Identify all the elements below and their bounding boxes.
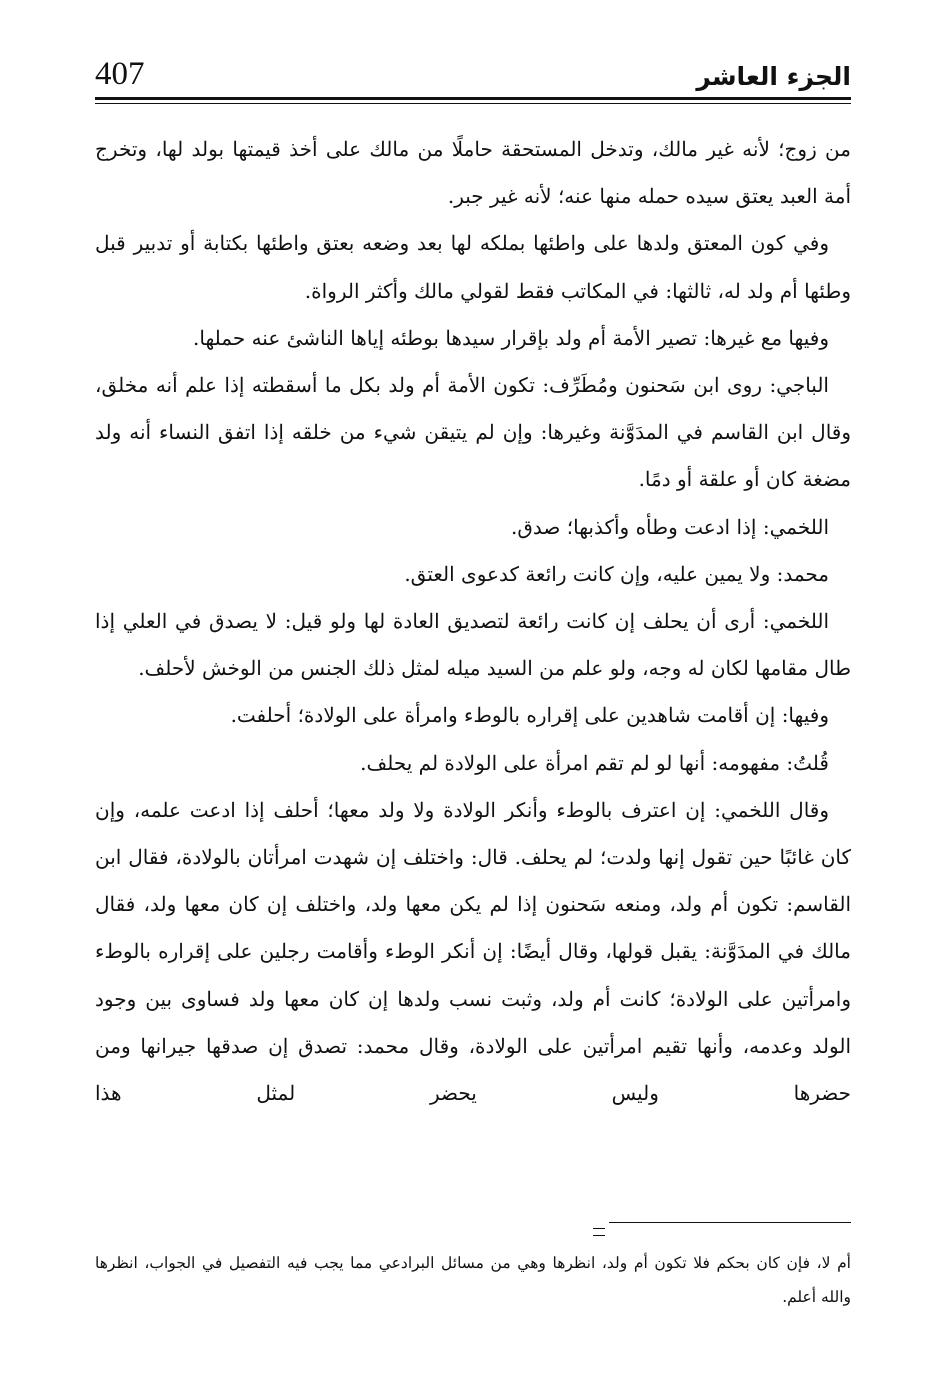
paragraph: محمد: ولا يمين عليه، وإن كانت رائعة كدعوى العتق. [404, 561, 829, 586]
paragraph: وفيها: إن أقامت شاهدين على إقراره بالوطء وامرأة على الولادة؛ أحلفت. [230, 703, 829, 728]
footnote-rule [609, 1222, 851, 1223]
footnote-separator [593, 1222, 851, 1238]
footnote [95, 1246, 851, 1314]
paragraph: وقال اللخمي: إن اعترف بالوطء وأنكر الولادة ولا ولد معها؛ أحلف إذا ادعت علمه، وإن كان غائبًا حين تقول إنها ولدت؛ لم يحلف. قال: واختلف إن شهدت امرأتان بالولادة، فقال ابن القاسم: تكون أم ولد، ومنعه سَحنون إذا لم يكن معها ولد، واختلف إن كان معها ولد، فقال مالك في المدَوَّنة: يقبل قولها، وقال أيضًا: إن أنكر الوطء وأقامت رجلين على إقراره بالوطء وامرأتين على الولادة؛ كانت أم ولد، وثبت نسب ولدها إن كان معها ولد فساوى بين وجود الولد وعدمه، وأنها تقيم امرأتين على الولادة، وقال محمد: تصدق إن صدقها جيرانها ومن حضرها وليس يحضر لمثل هذا [95, 797, 851, 1106]
paragraph: وفيها مع غيرها: تصير الأمة أم ولد بإقرار سيدها بوطئه إياها الناشئ عنه حملها. [193, 325, 829, 350]
page-header [95, 52, 851, 96]
paragraph: الباجي: روى ابن سَحنون ومُطَرِّف: تكون الأمة أم ولد بكل ما أسقطته إذا علم أنه مخلق، وقال ابن القاسم في المدَوَّنة وغيرها: وإن لم يتيقن شيء من خلقه إذا اتفق النساء أنه ولد مضغة كان أو علقة أو دمًا. [95, 373, 851, 492]
paragraph: من زوج؛ لأنه غير مالك، وتدخل المستحقة حاملًا من مالك على أخذ قيمتها بولد لها، وتخرج أمة العبد يعتق سيده حمله منها عنه؛ لأنه غير جبر. [95, 137, 851, 209]
continuation-mark [593, 1228, 605, 1236]
footnote-text: أم لا، فإن كان بحكم فلا تكون أم ولد، انظرها وهي من مسائل البرادعي مما يجب فيه التفصيل في الجواب، انظرها والله أعلم. [95, 1254, 851, 1306]
page-number: 407 [95, 56, 145, 92]
header-rule-thick [95, 97, 851, 100]
paragraph: اللخمي: أرى أن يحلف إن كانت رائعة لتصديق العادة لها ولو قيل: لا يصدق في العلي إذا طال مقامها لكان له وجه، ولو علم من السيد ميله لمثل ذلك الجنس من الوخش لأحلف. [95, 609, 851, 681]
paragraph: اللخمي: إذا ادعت وطأه وأكذبها؛ صدق. [511, 514, 829, 539]
paragraph: وفي كون المعتق ولدها على واطئها بملكه لها بعد وضعه بعتق واطئها بكتابة أو تدبير قبل وطئها أم ولد له، ثالثها: في المكاتب فقط لقولي مالك وأكثر الرواة. [95, 231, 851, 303]
part-title: الجزء العاشر [696, 62, 851, 91]
main-text [95, 126, 851, 1117]
paragraph: قُلتُ: مفهومه: أنها لو لم تقم امرأة على الولادة لم يحلف. [360, 750, 829, 775]
header-rule-thin [95, 103, 851, 104]
